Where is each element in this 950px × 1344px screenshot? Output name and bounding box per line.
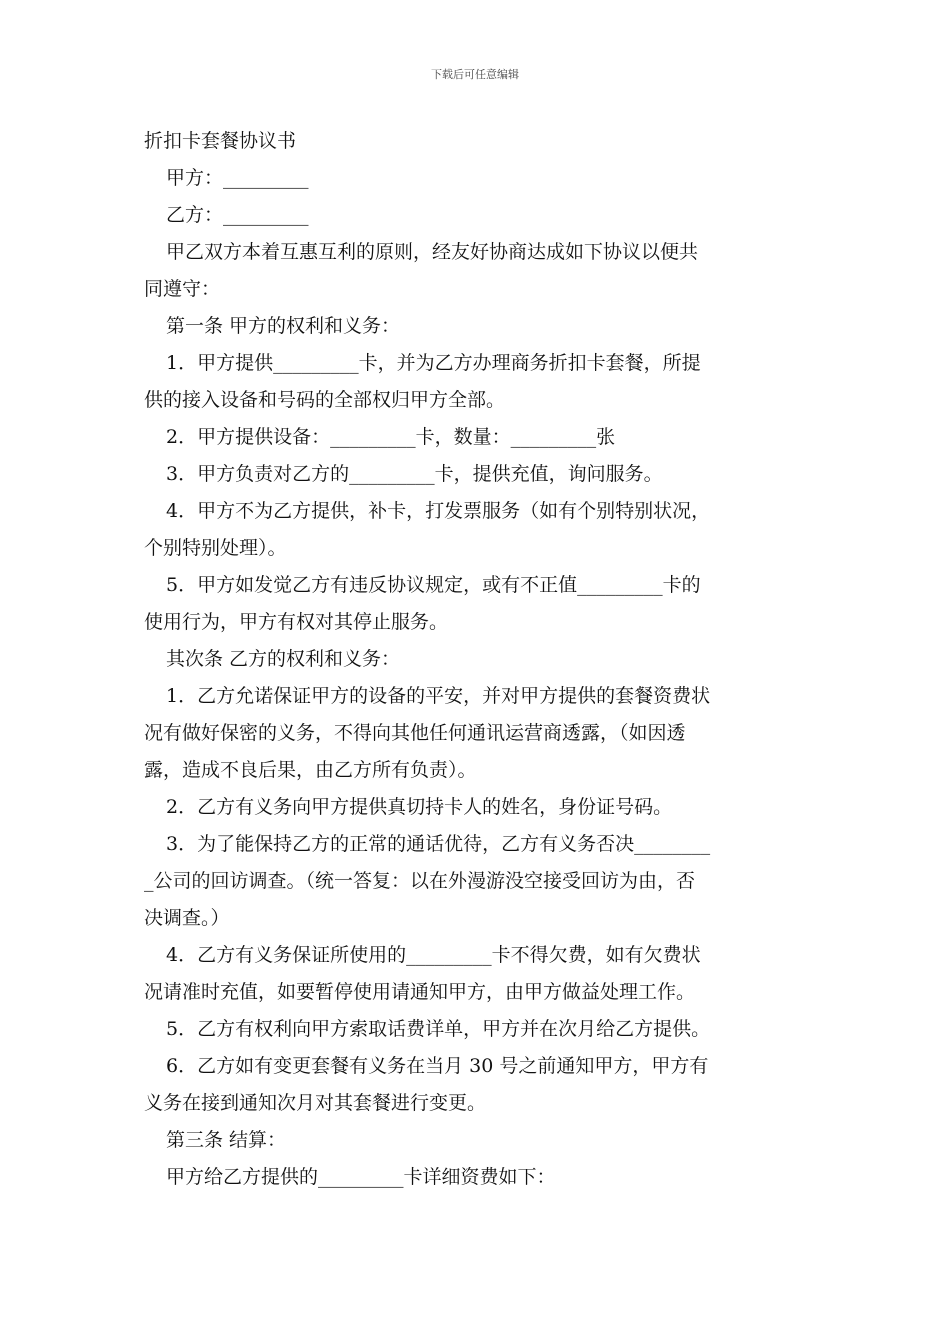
article-1-item-4-line-1: 4．甲方不为乙方提供，补卡，打发票服务（如有个别特别状况， [166,500,711,522]
page-header: 下载后可任意编辑 [431,68,519,81]
article-1-heading: 第一条 甲方的权利和义务： [166,315,401,337]
article-2-item-2: 2．乙方有义务向甲方提供真切持卡人的姓名，身份证号码。 [166,796,673,818]
article-2-item-3-line-2: _公司的回访调查。（统一答复：以在外漫游没空接受回访为由，否 [144,870,696,892]
article-2-item-3-line-1: 3．为了能保持乙方的正常的通话优待，乙方有义务否决________ [166,833,711,855]
article-2-item-6-line-2: 义务在接到通知次月对其套餐进行变更。 [144,1092,487,1114]
party-b-line: 乙方：_________ [166,204,309,226]
article-2-heading: 其次条 乙方的权利和义务： [166,648,401,670]
article-2-item-6-line-1: 6．乙方如有变更套餐有义务在当月 30 号之前通知甲方，甲方有 [166,1055,709,1077]
article-1-item-2: 2．甲方提供设备：_________卡，数量：_________张 [166,426,616,448]
article-1-item-1-line-1: 1．甲方提供_________卡，并为乙方办理商务折扣卡套餐，所提 [166,352,701,374]
article-2-item-1-line-3: 露，造成不良后果，由乙方所有负责）。 [144,759,477,781]
article-3-item-1: 甲方给乙方提供的_________卡详细资费如下： [166,1166,556,1188]
article-1-item-4-line-2: 个别特别处理）。 [144,537,287,559]
article-1-item-5-line-2: 使用行为，甲方有权对其停止服务。 [144,611,449,633]
intro-line-2: 同遵守： [144,278,221,300]
article-2-item-1-line-1: 1．乙方允诺保证甲方的设备的平安，并对甲方提供的套餐资费状 [166,685,711,707]
article-3-heading: 第三条 结算： [166,1129,287,1151]
article-2-item-5: 5．乙方有权利向甲方索取话费详单，甲方并在次月给乙方提供。 [166,1018,711,1040]
article-1-item-5-line-1: 5．甲方如发觉乙方有违反协议规定，或有不正值_________卡的 [166,574,701,596]
article-2-item-3-line-3: 决调查。） [144,907,230,929]
document-body [144,123,809,1196]
article-2-item-1-line-2: 况有做好保密的义务，不得向其他任何通讯运营商透露，（如因透 [144,722,686,744]
intro-line-1: 甲乙双方本着互惠互利的原则，经友好协商达成如下协议以便共 [166,241,699,263]
article-2-item-4-line-2: 况请准时充值，如要暂停使用请通知甲方，由甲方做益处理工作。 [144,981,696,1003]
document-title: 折扣卡套餐协议书 [144,130,297,152]
article-1-item-3: 3．甲方负责对乙方的_________卡，提供充值，询问服务。 [166,463,663,485]
article-1-item-1-line-2: 供的接入设备和号码的全部权归甲方全部。 [144,389,506,411]
party-a-line: 甲方：_________ [166,167,309,189]
article-2-item-4-line-1: 4．乙方有义务保证所使用的_________卡不得欠费，如有欠费状 [166,944,701,966]
